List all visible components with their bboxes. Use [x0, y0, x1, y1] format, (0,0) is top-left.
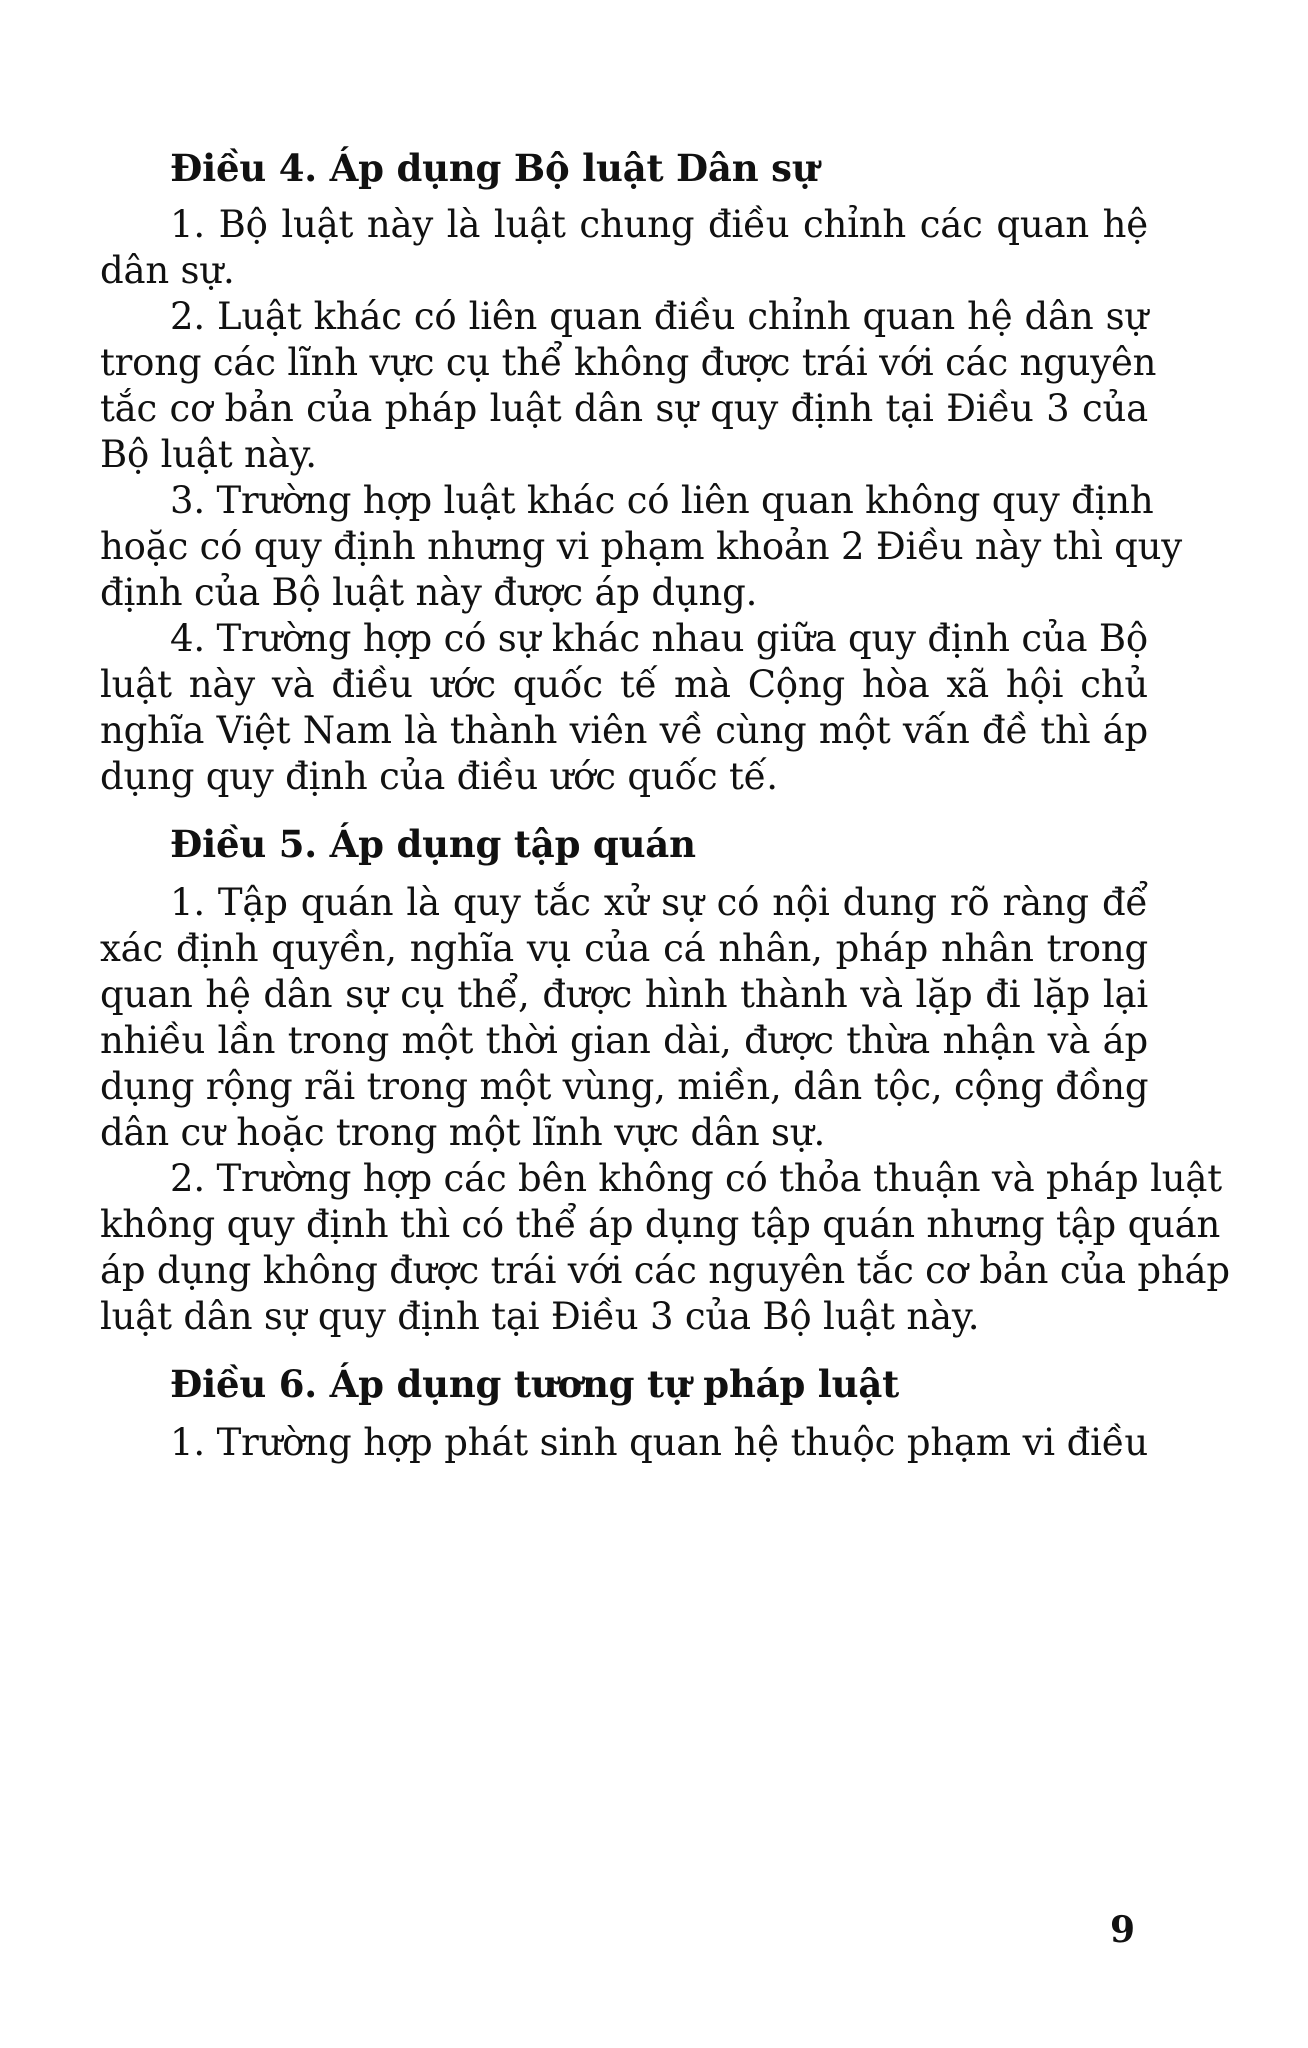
- paragraph-line: định của Bộ luật này được áp dụng.: [100, 571, 758, 614]
- paragraph-line: trong các lĩnh vực cụ thể không được trái với các nguyên: [100, 341, 1157, 384]
- page-number: 9: [1110, 1909, 1136, 1951]
- book-page: [100, 0, 1230, 2048]
- article-5-heading: Điều 5. Áp dụng tập quán: [170, 822, 696, 866]
- paragraph-line: tắc cơ bản của pháp luật dân sự quy định tại Điều 3 của: [100, 387, 1148, 430]
- paragraph-line: Bộ luật này.: [100, 433, 317, 476]
- paragraph-line: 1. Trường hợp phát sinh quan hệ thuộc phạm vi điều: [170, 1421, 1148, 1464]
- paragraph-line: 2. Luật khác có liên quan điều chỉnh quan hệ dân sự: [170, 295, 1148, 338]
- paragraph-line: dụng rộng rãi trong một vùng, miền, dân tộc, cộng đồng: [100, 1065, 1149, 1108]
- paragraph-line: 4. Trường hợp có sự khác nhau giữa quy định của Bộ: [170, 617, 1148, 660]
- paragraph-line: luật dân sự quy định tại Điều 3 của Bộ luật này.: [100, 1295, 980, 1338]
- paragraph-line: xác định quyền, nghĩa vụ của cá nhân, pháp nhân trong: [100, 927, 1148, 970]
- paragraph-line: hoặc có quy định nhưng vi phạm khoản 2 Điều này thì quy: [100, 525, 1182, 568]
- paragraph-line: không quy định thì có thể áp dụng tập quán nhưng tập quán: [100, 1203, 1221, 1246]
- paragraph-line: 1. Tập quán là quy tắc xử sự có nội dung rõ ràng để: [170, 881, 1148, 924]
- paragraph-line: luật này và điều ước quốc tế mà Cộng hòa xã hội chủ: [100, 663, 1148, 706]
- paragraph-line: dụng quy định của điều ước quốc tế.: [100, 755, 778, 798]
- paragraph-line: 3. Trường hợp luật khác có liên quan không quy định: [170, 479, 1154, 522]
- paragraph-line: dân cư hoặc trong một lĩnh vực dân sự.: [100, 1111, 826, 1154]
- paragraph-line: dân sự.: [100, 249, 235, 292]
- paragraph-line: quan hệ dân sự cụ thể, được hình thành và lặp đi lặp lại: [100, 973, 1148, 1016]
- paragraph-line: 2. Trường hợp các bên không có thỏa thuận và pháp luật: [170, 1157, 1222, 1200]
- paragraph-line: nghĩa Việt Nam là thành viên về cùng một vấn đề thì áp: [100, 709, 1148, 752]
- article-4-heading: Điều 4. Áp dụng Bộ luật Dân sự: [170, 146, 819, 190]
- paragraph-line: áp dụng không được trái với các nguyên tắc cơ bản của pháp: [100, 1249, 1230, 1292]
- paragraph-line: nhiều lần trong một thời gian dài, được thừa nhận và áp: [100, 1019, 1148, 1062]
- paragraph-line: 1. Bộ luật này là luật chung điều chỉnh các quan hệ: [170, 203, 1148, 246]
- article-6-heading: Điều 6. Áp dụng tương tự pháp luật: [170, 1362, 900, 1406]
